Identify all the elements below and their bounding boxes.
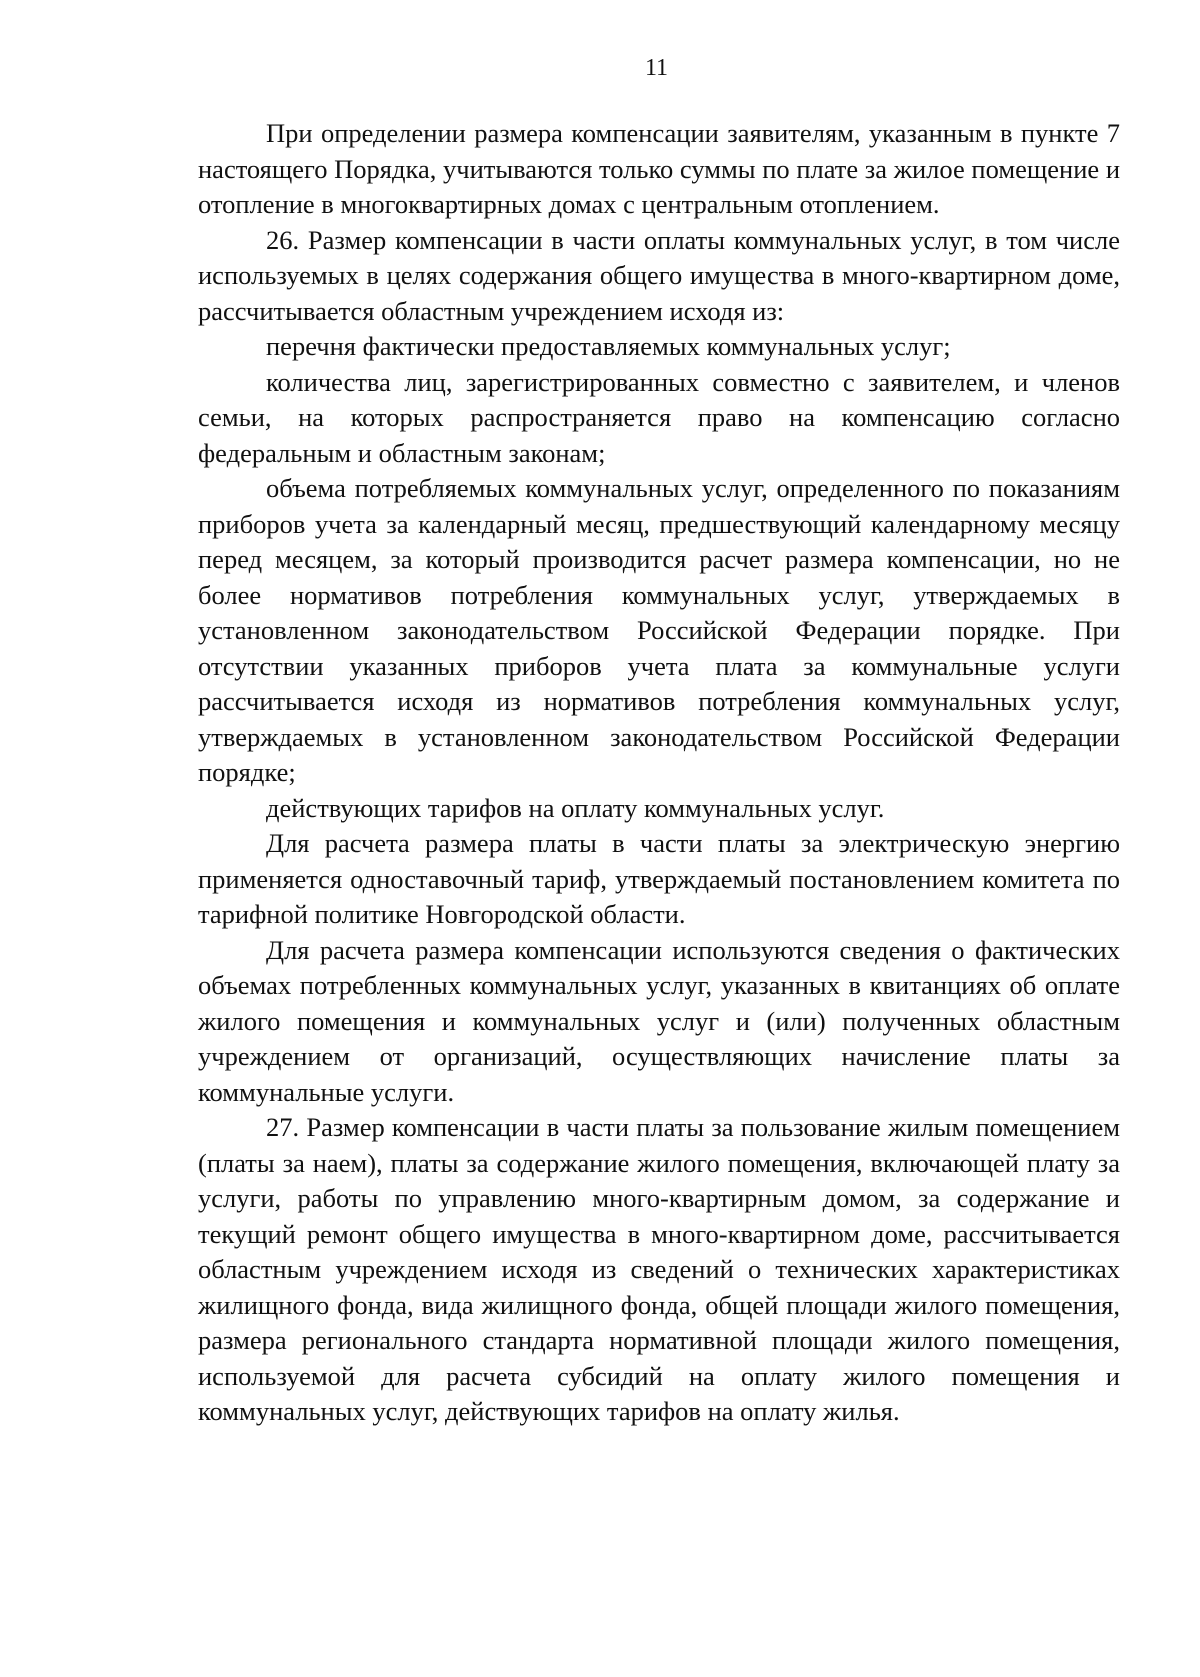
paragraph-compensation-note: При определении размера компенсации заявителям, указанным в пункте 7 настоящего Порядка, учитываются только суммы по плате за жилое помещение и отопление в многоквартирных домах с центральным отоплением.	[198, 118, 1120, 219]
paragraph-item-27: 27. Размер компенсации в части платы за пользование жилым помещением (платы за наем), платы за содержание жилого помещения, включающей плату за услуги, работы по управлению много-квартирным домом, за содержание и текущий ремонт общего имущества в много-квартирном доме, рассчитывается областным учреждением исходя из сведений о технических характеристиках жилищного фонда, вида жилищного фонда, общей площади жилого помещения, размера регионального стандарта нормативной площади жилого помещения, используемой для расчета субсидий на оплату жилого помещения и коммунальных услуг, действующих тарифов на оплату жилья.	[198, 1112, 1120, 1426]
paragraph-item-26: 26. Размер компенсации в части оплаты коммунальных услуг, в том числе используемых в целях содержания общего имущества в много-квартирном доме, рассчитывается областным учреждением исходя из:	[198, 224, 1120, 326]
page-number: 11	[644, 55, 669, 81]
paragraph-consumption-data: Для расчета размера компенсации используются сведения о фактических объемах потребленных коммунальных услуг, указанных в квитанциях об оплате жилого помещения и коммунальных услуг и (или) полученных областным учреждением от организаций, осуществляющих начисление платы за коммунальные услуги.	[198, 934, 1120, 1107]
paragraph-tariffs: действующих тарифов на оплату коммунальных услуг.	[266, 792, 885, 823]
paragraph-persons-count: количества лиц, зарегистрированных совместно с заявителем, и членов семьи, на которых распространяется право на компенсацию согласно федеральным и областным законам;	[198, 366, 1120, 468]
paragraph-consumption-volume: объема потребляемых коммунальных услуг, определенного по показаниям приборов учета за календарный месяц, предшествующий календарному месяцу перед месяцем, за который производится расчет размера компенсации, но не более нормативов потребления коммунальных услуг, утверждаемых в установленном законодательством Российской Федерации порядке. При отсутствии указанных приборов учета плата за коммунальные услуги рассчитывается исходя из нормативов потребления коммунальных услуг, утверждаемых в установленном законодательством Российской Федерации порядке;	[198, 473, 1120, 787]
paragraph-electricity-tariff: Для расчета размера платы в части платы за электрическую энергию применяется одноставочный тариф, утверждаемый постановлением комитета по тарифной политике Новгородской области.	[198, 828, 1120, 929]
document-body	[198, 116, 1120, 1430]
paragraph-services-list: перечня фактически предоставляемых коммунальных услуг;	[266, 331, 951, 361]
